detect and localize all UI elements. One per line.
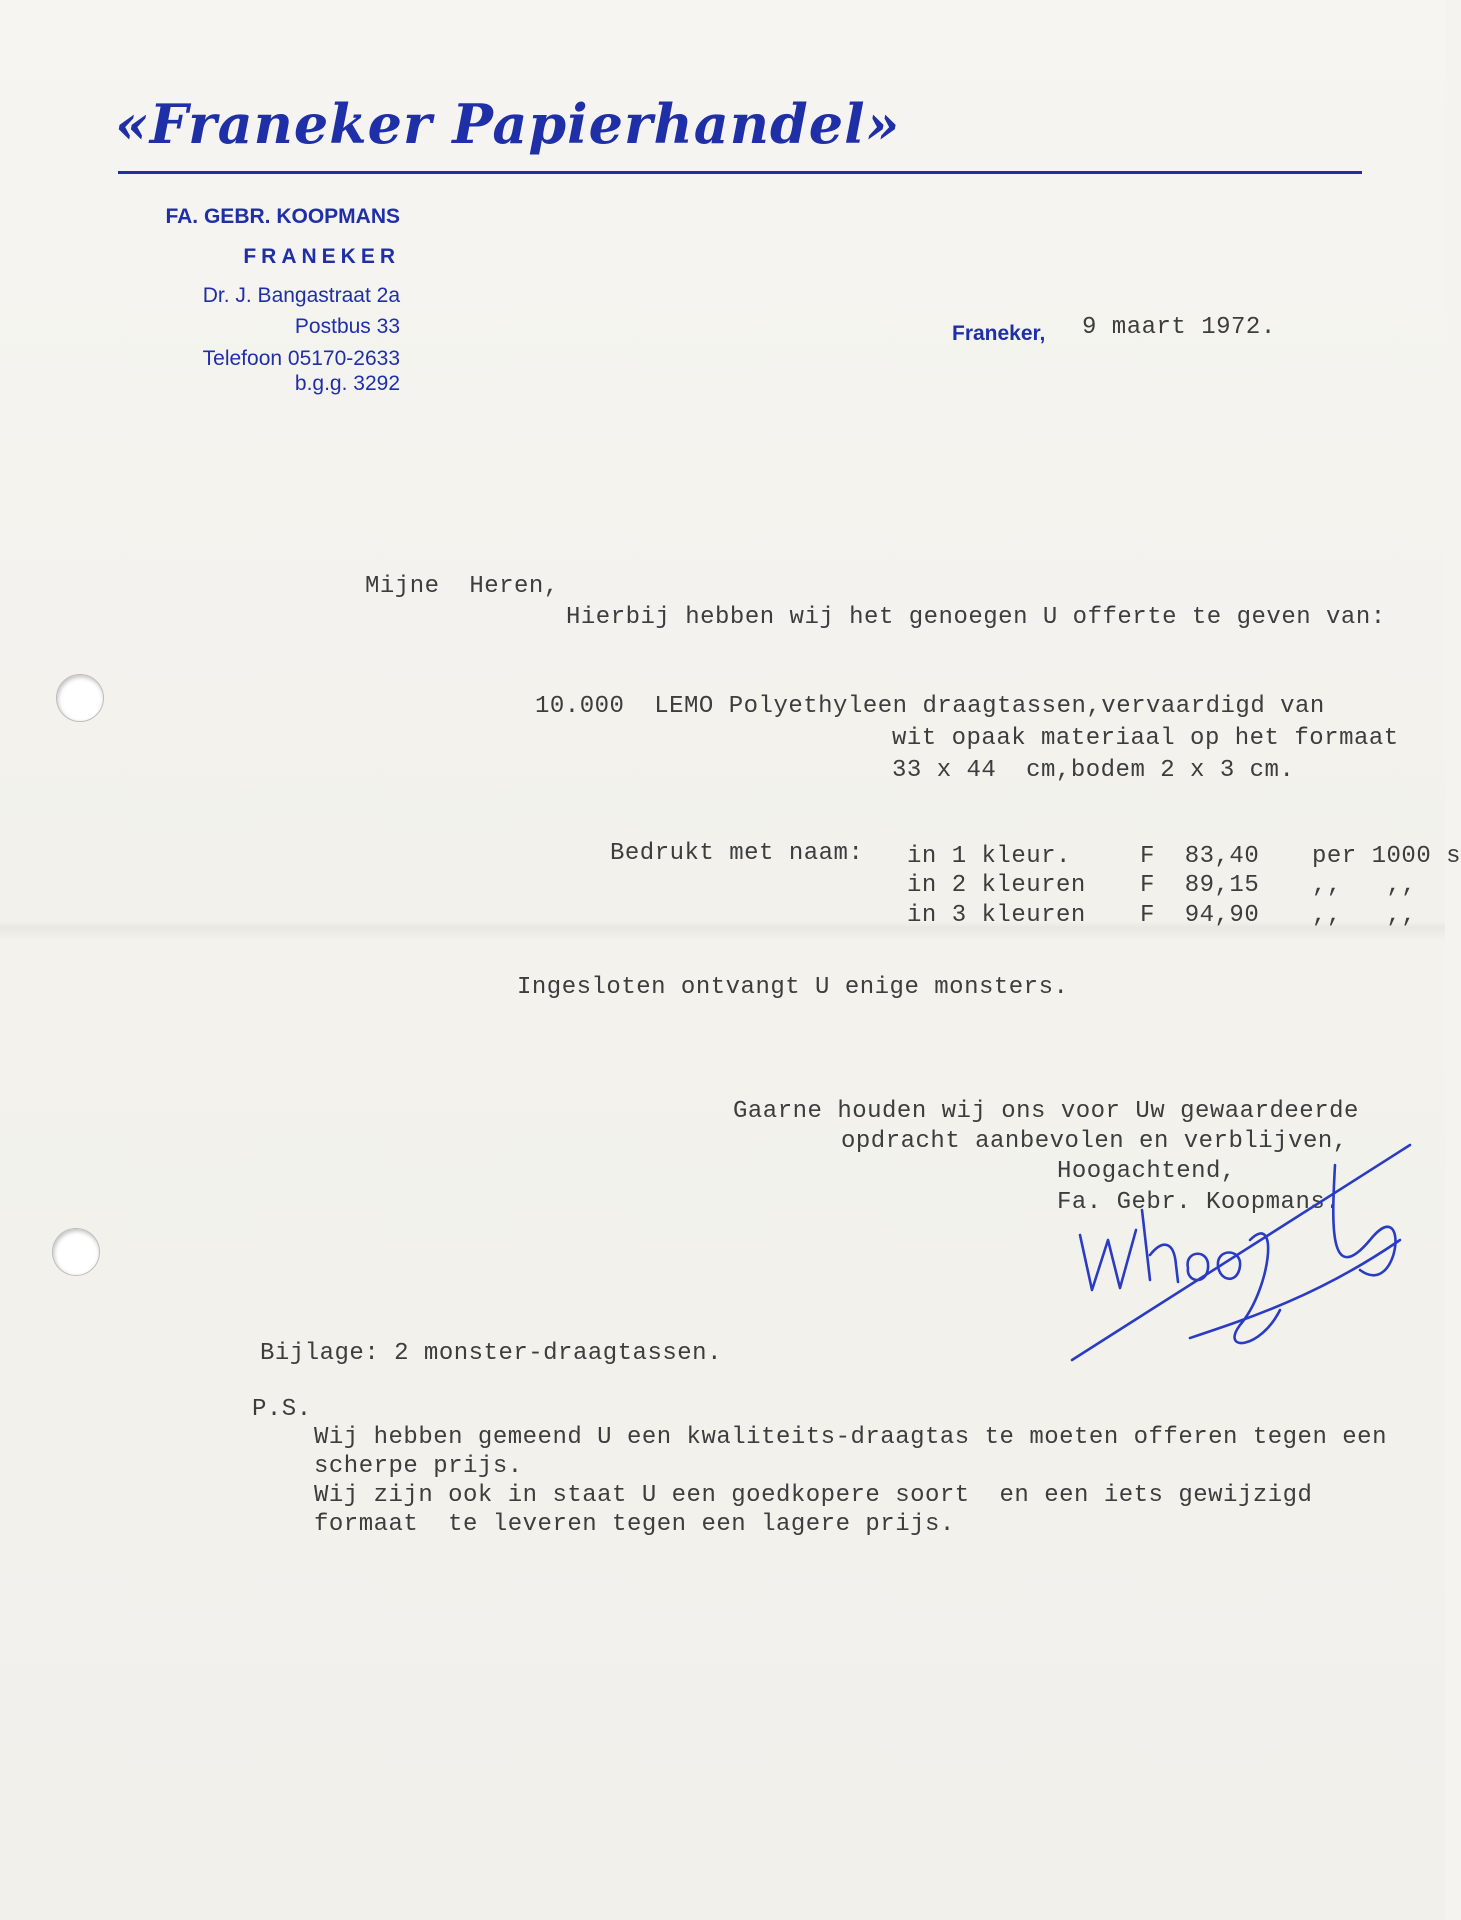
punch-hole-bottom xyxy=(52,1228,100,1276)
letterhead-city: FRANEKER xyxy=(243,245,400,268)
price-row-1-desc: in 1 kleur. xyxy=(907,843,1071,870)
ps-line-4: formaat te leveren tegen een lagere prijs. xyxy=(314,1511,955,1538)
salutation: Mijne Heren, xyxy=(365,573,559,600)
price-row-3-desc: in 3 kleuren xyxy=(907,902,1086,929)
price-row-1-price: F 83,40 xyxy=(1140,843,1260,870)
price-row-3-price: F 94,90 xyxy=(1140,902,1260,929)
letterhead-bgg: b.g.g. 3292 xyxy=(294,372,400,395)
offer-line-1: 10.000 LEMO Polyethyleen draagtassen,vervaardigd van xyxy=(535,693,1325,720)
price-row-2-desc: in 2 kleuren xyxy=(907,872,1086,899)
date-place: Franeker, xyxy=(952,322,1046,345)
price-row-3-unit: ,, ,, xyxy=(1312,902,1417,929)
closing-line-1: Gaarne houden wij ons voor Uw gewaardeerde xyxy=(733,1098,1359,1125)
attachment-line: Bijlage: 2 monster-draagtassen. xyxy=(260,1340,722,1367)
letterhead-phone: Telefoon 05170-2633 xyxy=(202,347,400,370)
price-row-2-unit: ,, ,, xyxy=(1312,872,1417,899)
signature-stroke-w xyxy=(1080,1230,1136,1290)
offer-line-3: 33 x 44 cm,bodem 2 x 3 cm. xyxy=(892,757,1295,784)
closing-line-3: Hoogachtend, xyxy=(1057,1158,1236,1185)
signature-stroke-h xyxy=(1142,1210,1178,1282)
pricing-label: Bedrukt met naam: xyxy=(610,840,864,867)
price-row-1-unit: per 1000 s xyxy=(1312,843,1461,870)
letterhead-postbus: Postbus 33 xyxy=(294,315,400,338)
ps-line-1: Wij hebben gemeend U een kwaliteits-draagtas te moeten offeren tegen een xyxy=(314,1424,1387,1451)
enclosed-line: Ingesloten ontvangt U enige monsters. xyxy=(517,974,1069,1001)
offer-line-2: wit opaak materiaal op het formaat xyxy=(892,725,1399,752)
ps-label: P.S. xyxy=(252,1396,312,1423)
closing-line-2: opdracht aanbevolen en verblijven, xyxy=(841,1128,1348,1155)
intro-line: Hierbij hebben wij het genoegen U offerte te geven van: xyxy=(566,604,1386,631)
letterhead-firm: FA. GEBR. KOOPMANS xyxy=(165,205,400,228)
ps-line-2: scherpe prijs. xyxy=(314,1453,523,1480)
ps-line-3: Wij zijn ook in staat U een goedkopere soort en een iets gewijzigd xyxy=(314,1482,1313,1509)
punch-hole-top xyxy=(56,674,104,722)
signature-stroke-f xyxy=(1235,1233,1280,1343)
letterhead-street: Dr. J. Bangastraat 2a xyxy=(202,284,400,307)
letterhead-rule xyxy=(118,171,1362,174)
signature-stroke-k xyxy=(1333,1165,1395,1275)
closing-line-4: Fa. Gebr. Koopmans. xyxy=(1057,1189,1341,1216)
price-row-2-price: F 89,15 xyxy=(1140,872,1260,899)
letterhead-brand: «Franeker Papierhandel» xyxy=(115,92,901,156)
date-value: 9 maart 1972. xyxy=(1082,314,1276,341)
signature xyxy=(1070,1090,1430,1380)
